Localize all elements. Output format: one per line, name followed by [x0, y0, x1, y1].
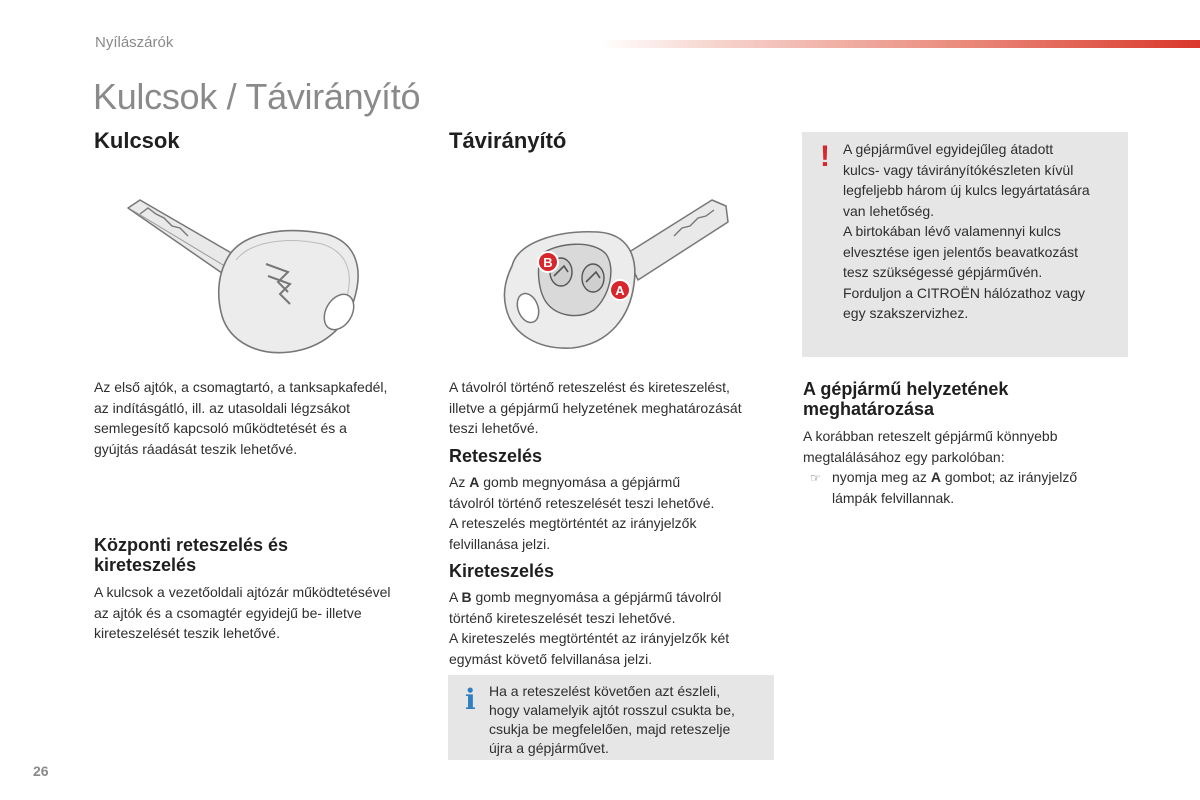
pointing-hand-icon: ☞	[810, 471, 821, 485]
info-note-box	[448, 675, 774, 760]
locate-text: A korábban reteszelt gépjármű könnyebb megtalálásához egy parkolóban:	[803, 428, 1058, 465]
remote-description: A távolról történő reteszelést és kireteszelést, illetve a gépjármű helyzetének meghatározását teszi lehetővé.	[449, 379, 742, 436]
button-b-badge: B	[543, 255, 553, 270]
keys-heading: Kulcsok	[94, 128, 180, 153]
section-label: Nyílászárók	[95, 34, 174, 51]
page-title: Kulcsok / Távirányító	[93, 76, 421, 117]
unlocking-text: A B gomb megnyomása a gépjármű távolról történő kireteszelését teszi lehetővé. A kireteszelés megtörténtét az irányjelzők két egymást követő felvillanása jelzi.	[449, 589, 730, 667]
locate-heading: A gépjármű helyzetének meghatározása	[803, 379, 1009, 419]
warning-text: A gépjárművel egyidejűleg átadott kulcs- vagy távirányítókészleten kívül legfeljebb három új kulcs legyártatására van lehetőség. A birtokában lévő valamennyi kulcs elvesztése igen jelentős beavatkozást tesz szükségessé gépjárművén. Forduljon a CITROËN hálózathoz vagy egy szakszervizhez.	[843, 141, 1090, 321]
info-note-text: Ha a reteszelést követően azt észleli, hogy valamelyik ajtót rosszul csukta be, csukja be megfelelően, majd reteszelje újra a gépjárművet.	[489, 683, 735, 756]
locking-heading: Reteszelés	[449, 446, 543, 466]
header-accent-bar	[600, 40, 1200, 48]
locking-text: Az A gomb megnyomása a gépjármű távolról történő reteszelését teszi lehetővé. A reteszelés megtörténtét az irányjelzők felvillanása jelzi.	[449, 474, 715, 552]
central-locking-text: A kulcsok a vezetőoldali ajtózár működtetésével az ajtók és a csomagtér egyidejű be- illetve kireteszelését teszik lehetővé.	[94, 584, 391, 641]
warning-box	[802, 132, 1128, 357]
exclamation-icon: !	[820, 140, 830, 173]
remote-key-icon	[498, 196, 738, 356]
key-icon	[118, 196, 368, 358]
info-icon: i	[465, 683, 476, 716]
central-locking-heading: Központi reteszelés és kireteszelés	[94, 535, 289, 575]
button-a-badge: A	[615, 283, 625, 298]
unlocking-heading: Kireteszelés	[449, 561, 555, 581]
remote-heading: Távirányító	[449, 128, 567, 153]
keys-description: Az első ajtók, a csomagtartó, a tanksapkafedél, az indításgátló, ill. az utasoldali légzsákot semlegesítő kapcsoló működtetését és a gyújtás ráadását teszik lehetővé.	[94, 379, 388, 457]
page-number: 26	[33, 763, 49, 779]
